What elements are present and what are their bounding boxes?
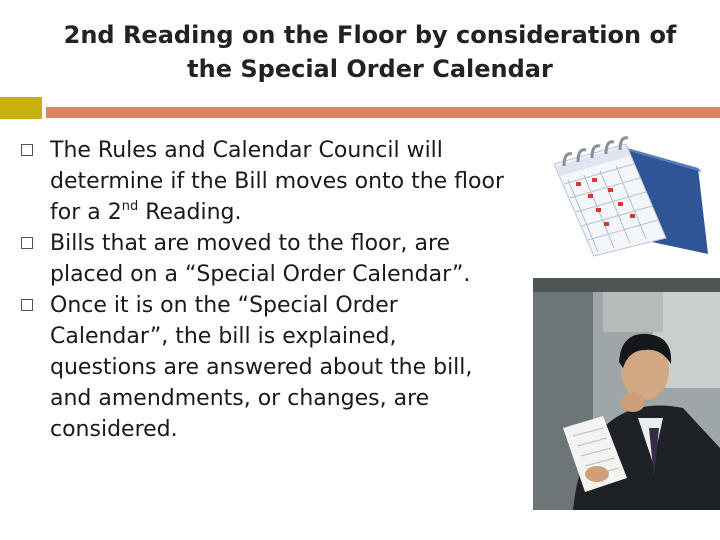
slide-title-line-2: the Special Order Calendar: [187, 55, 553, 83]
bullet-3-line-2: Calendar”, the bill is explained,: [50, 324, 397, 349]
bullet-1-line-3: [50, 197, 533, 228]
bullet-2-line-2: placed on a “Special Order Calendar”.: [50, 262, 471, 287]
bullet-3-line-3: questions are answered about the bill,: [50, 355, 473, 380]
man-reading-photo: [533, 278, 720, 510]
bullet-3-line-5: considered.: [50, 417, 178, 442]
slide-title-line-1: 2nd Reading on the Floor by consideration of: [63, 21, 677, 49]
bullet-box-icon: [21, 237, 33, 249]
slide-title: [40, 18, 700, 86]
calendar-icon: [548, 132, 716, 262]
bullet-item-1: [18, 135, 533, 228]
bullet-3-line-1: Once it is on the “Special Order: [50, 293, 398, 318]
bullet-item-3: [18, 290, 533, 445]
bullet-list: [18, 135, 533, 445]
bullet-1-superscript: nd: [121, 199, 139, 214]
title-accent-bar-salmon: [46, 107, 720, 118]
bullet-box-icon: [21, 144, 33, 156]
bullet-1-line-3-pre: for a 2: [50, 200, 122, 225]
bullet-1-line-2: determine if the Bill moves onto the floor: [50, 169, 505, 194]
bullet-2-line-1: Bills that are moved to the floor, are: [50, 231, 451, 256]
bullet-item-2: [18, 228, 533, 290]
title-accent-bar-gold: [0, 97, 42, 119]
bullet-1-line-3-post: Reading.: [138, 200, 242, 225]
bullet-box-icon: [21, 299, 33, 311]
bullet-3-line-4: and amendments, or changes, are: [50, 386, 430, 411]
bullet-1-line-1: The Rules and Calendar Council will: [50, 138, 443, 163]
